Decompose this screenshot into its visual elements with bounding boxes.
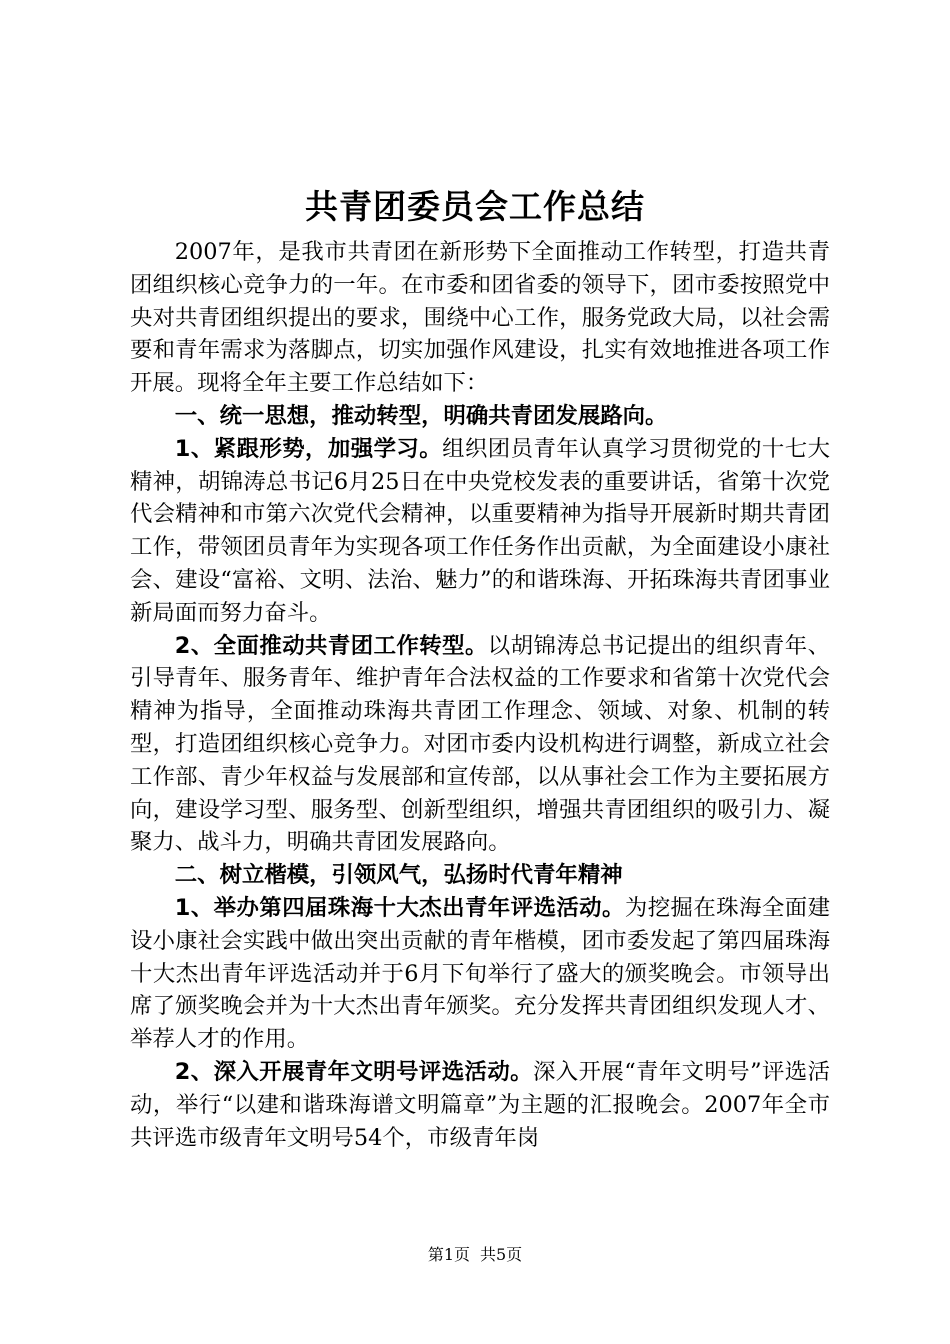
page-footer	[0, 1243, 950, 1267]
paragraph-text: 深入开展“青年文明号”评选活动，举行“以建和谐珠海谱文明篇章”为主题的汇报晚会。2007年全市共评选市级青年文明号54个，市级青年岗	[130, 1058, 830, 1151]
section-heading-1: 一、统一思想，推动转型，明确共青团发展路向。	[174, 402, 668, 429]
paragraph-lead: 1、紧跟形势，加强学习。	[174, 435, 443, 462]
paragraph-lead: 2、全面推动共青团工作转型。	[174, 632, 488, 659]
paragraph-2-1	[130, 892, 830, 1056]
paragraph-lead: 2、深入开展青年文明号评选活动。	[174, 1058, 533, 1085]
page-total: 共5页	[480, 1245, 523, 1264]
paragraph-1-2	[130, 630, 830, 860]
paragraph-lead: 1、举办第四届珠海十大杰出青年评选活动。	[174, 894, 625, 921]
paragraph-text: 为挖掘在珠海全面建设小康社会实践中做出突出贡献的青年楷模，团市委发起了第四届珠海十大杰出青年评选活动并于6月下旬举行了盛大的颁奖晚会。市领导出席了颁奖晚会并为十大杰出青年颁奖。充分发挥共青团组织发现人才、举荐人才的作用。	[130, 894, 830, 1053]
section-heading-2: 二、树立楷模，引领风气，弘扬时代青年精神	[174, 862, 623, 889]
paragraph-text: 以胡锦涛总书记提出的组织青年、引导青年、服务青年、维护青年合法权益的工作要求和省第十次党代会精神为指导，全面推动珠海共青团工作理念、领域、对象、机制的转型，打造团组织核心竞争力。对团市委内设机构进行调整，新成立社会工作部、青少年权益与发展部和宣传部，以从事社会工作为主要拓展方向，建设学习型、服务型、创新型组织，增强共青团组织的吸引力、凝聚力、战斗力，明确共青团发展路向。	[130, 632, 830, 856]
document-body	[130, 236, 830, 1154]
intro-paragraph	[130, 236, 830, 400]
page-number: 第1页	[427, 1245, 470, 1264]
paragraph-2-2	[130, 1056, 830, 1154]
document-title: 共青团委员会工作总结	[305, 187, 645, 226]
paragraph-text: 组织团员青年认真学习贯彻党的十七大精神，胡锦涛总书记6月25日在中央党校发表的重要讲话，省第十次党代会精神和市第六次党代会精神，以重要精神为指导开展新时期共青团工作，带领团员青年为实现各项工作任务作出贡献，为全面建设小康社会、建设“富裕、文明、法治、魅力”的和谐珠海、开拓珠海共青团事业新局面而努力奋斗。	[130, 435, 830, 626]
paragraph-text: 2007年，是我市共青团在新形势下全面推动工作转型，打造共青团组织核心竞争力的一年。在市委和团省委的领导下，团市委按照党中央对共青团组织提出的要求，围绕中心工作，服务党政大局，以社会需要和青年需求为落脚点，切实加强作风建设，扎实有效地推进各项工作开展。现将全年主要工作总结如下：	[130, 239, 830, 397]
paragraph-1-1	[130, 433, 830, 630]
